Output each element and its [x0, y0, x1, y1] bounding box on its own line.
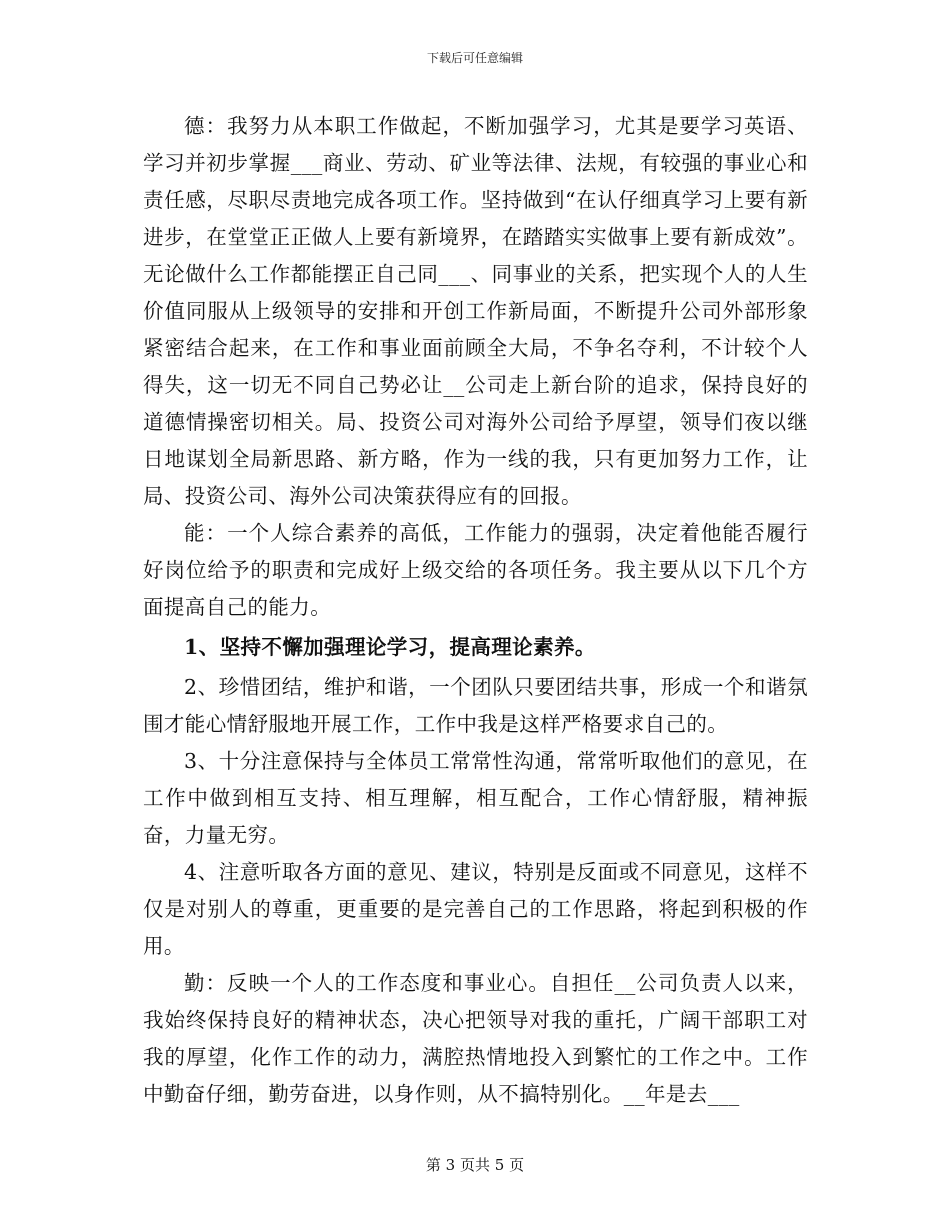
paragraph-item-1-heading: 1、坚持不懈加强理论学习，提高理论素养。	[184, 635, 596, 659]
paragraph-qin: 勤：反映一个人的工作态度和事业心。自担任__公司负责人以来，我始终保持良好的精神状态，决心把领导对我的重托，广阔干部职工对我的厚望，化作工作的动力，满腔热情地投入到繁忙的工作之中。工作中勤奋仔细，勤劳奋进，以身作则，从不搞特别化。__年是去___	[143, 971, 808, 1106]
paragraph-item-4: 4、注意听取各方面的意见、建议，特别是反面或不同意见，这样不仅是对别人的尊重，更重要的是完善自己的工作思路，将起到积极的作用。	[143, 860, 808, 958]
page-header: 下载后可任意编辑	[426, 51, 523, 65]
page-number: 第 3 页共 5 页	[425, 1156, 525, 1174]
paragraph-de: 德：我努力从本职工作做起，不断加强学习，尤其是要学习英语、学习并初步掌握___商业、劳动、矿业等法律、法规，有较强的事业心和责任感，尽职尽责地完成各项工作。坚持做到“在认仔细真学习上要有新进步，在堂堂正正做人上要有新境界，在踏踏实实做事上要有新成效”。无论做什么工作都能摆正自己同___、同事业的关系，把实现个人的人生价值同服从上级领导的安排和开创工作新局面，不断提升公司外部形象紧密结合起来，在工作和事业面前顾全大局，不争名夺利，不计较个人得失，这一切无不同自己势必让__公司走上新台阶的追求，保持良好的道德情操密切相关。局、投资公司对海外公司给予厚望，领导们夜以继日地谋划全局新思路、新方略，作为一线的我，只有更加努力工作，让局、投资公司、海外公司决策获得应有的回报。	[143, 114, 808, 508]
paragraph-item-2: 2、珍惜团结，维护和谐，一个团队只要团结共事，形成一个和谐氛围才能心情舒服地开展工作，工作中我是这样严格要求自己的。	[143, 675, 808, 736]
paragraph-neng: 能：一个人综合素养的高低，工作能力的强弱，决定着他能否履行好岗位给予的职责和完成好上级交给的各项任务。我主要从以下几个方面提高自己的能力。	[143, 521, 808, 619]
document-body	[143, 108, 808, 1113]
paragraph-item-3: 3、十分注意保持与全体员工常常性沟通，常常听取他们的意见，在工作中做到相互支持、相互理解，相互配合，工作心情舒服，精神振奋，力量无穷。	[143, 749, 808, 847]
